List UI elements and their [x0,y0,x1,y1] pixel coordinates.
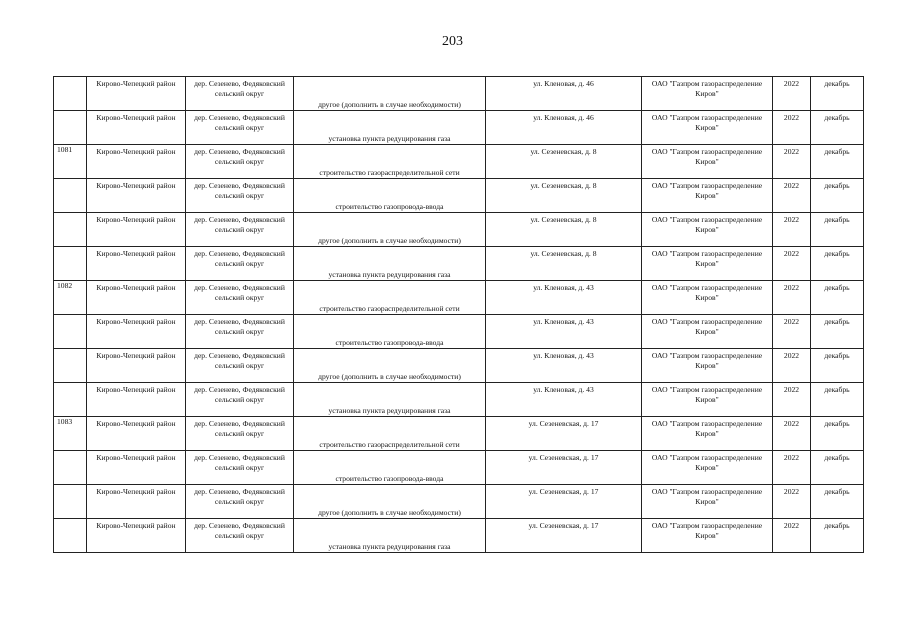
year-cell: 2022 [773,349,811,383]
work-type-cell: другое (дополнить в случае необходимости) [294,213,486,247]
table-row [54,145,864,179]
row-number [54,451,87,485]
month-cell: декабрь [811,417,864,451]
organization-cell: ОАО "Газпром газораспределение Киров" [642,349,773,383]
work-type-cell: установка пункта редуцирования газа [294,111,486,145]
month-cell: декабрь [811,213,864,247]
organization-cell: ОАО "Газпром газораспределение Киров" [642,77,773,111]
address-cell: ул. Сезеневская, д. 17 [486,451,642,485]
year-cell: 2022 [773,247,811,281]
address-cell: ул. Сезеневская, д. 17 [486,417,642,451]
page-number: 203 [442,34,463,49]
row-number [54,213,87,247]
year-cell: 2022 [773,281,811,315]
month-cell: декабрь [811,519,864,553]
district-cell: Кирово-Чепецкий район [87,111,186,145]
district-cell: Кирово-Чепецкий район [87,179,186,213]
district-cell: Кирово-Чепецкий район [87,77,186,111]
row-number [54,485,87,519]
locality-cell: дер. Сезенево, Федяковский сельский округ [186,179,294,213]
locality-cell: дер. Сезенево, Федяковский сельский округ [186,519,294,553]
locality-cell: дер. Сезенево, Федяковский сельский округ [186,77,294,111]
row-number [54,111,87,145]
row-number [54,179,87,213]
month-cell: декабрь [811,77,864,111]
work-type-cell: строительство газопровода-ввода [294,179,486,213]
year-cell: 2022 [773,315,811,349]
row-number: 1082 [54,281,87,315]
locality-cell: дер. Сезенево, Федяковский сельский округ [186,247,294,281]
organization-cell: ОАО "Газпром газораспределение Киров" [642,247,773,281]
organization-cell: ОАО "Газпром газораспределение Киров" [642,111,773,145]
locality-cell: дер. Сезенево, Федяковский сельский округ [186,485,294,519]
organization-cell: ОАО "Газпром газораспределение Киров" [642,145,773,179]
locality-cell: дер. Сезенево, Федяковский сельский округ [186,383,294,417]
work-type-cell: строительство газораспределительной сети [294,145,486,179]
table-row [54,349,864,383]
year-cell: 2022 [773,485,811,519]
row-number: 1083 [54,417,87,451]
locality-cell: дер. Сезенево, Федяковский сельский округ [186,349,294,383]
work-type-cell: другое (дополнить в случае необходимости) [294,349,486,383]
row-number [54,383,87,417]
month-cell: декабрь [811,383,864,417]
district-cell: Кирово-Чепецкий район [87,247,186,281]
address-cell: ул. Сезеневская, д. 17 [486,485,642,519]
year-cell: 2022 [773,213,811,247]
district-cell: Кирово-Чепецкий район [87,349,186,383]
organization-cell: ОАО "Газпром газораспределение Киров" [642,519,773,553]
work-type-cell: установка пункта редуцирования газа [294,383,486,417]
work-type-cell: другое (дополнить в случае необходимости) [294,485,486,519]
district-cell: Кирово-Чепецкий район [87,383,186,417]
organization-cell: ОАО "Газпром газораспределение Киров" [642,485,773,519]
address-cell: ул. Сезеневская, д. 8 [486,179,642,213]
organization-cell: ОАО "Газпром газораспределение Киров" [642,417,773,451]
locality-cell: дер. Сезенево, Федяковский сельский округ [186,111,294,145]
organization-cell: ОАО "Газпром газораспределение Киров" [642,213,773,247]
table-row [54,451,864,485]
work-type-cell: другое (дополнить в случае необходимости) [294,77,486,111]
month-cell: декабрь [811,281,864,315]
year-cell: 2022 [773,111,811,145]
month-cell: декабрь [811,111,864,145]
row-number [54,349,87,383]
district-cell: Кирово-Чепецкий район [87,281,186,315]
table-row [54,383,864,417]
work-type-cell: строительство газораспределительной сети [294,281,486,315]
table-row [54,247,864,281]
work-type-cell: строительство газопровода-ввода [294,451,486,485]
month-cell: декабрь [811,315,864,349]
table-row [54,213,864,247]
address-cell: ул. Кленовая, д. 43 [486,349,642,383]
year-cell: 2022 [773,451,811,485]
organization-cell: ОАО "Газпром газораспределение Киров" [642,451,773,485]
table-row [54,179,864,213]
year-cell: 2022 [773,179,811,213]
year-cell: 2022 [773,77,811,111]
address-cell: ул. Сезеневская, д. 8 [486,247,642,281]
work-type-cell: установка пункта редуцирования газа [294,519,486,553]
month-cell: декабрь [811,145,864,179]
month-cell: декабрь [811,349,864,383]
table-row [54,485,864,519]
table-row [54,111,864,145]
locality-cell: дер. Сезенево, Федяковский сельский округ [186,281,294,315]
address-cell: ул. Кленовая, д. 43 [486,315,642,349]
district-cell: Кирово-Чепецкий район [87,485,186,519]
locality-cell: дер. Сезенево, Федяковский сельский округ [186,451,294,485]
row-number [54,315,87,349]
address-cell: ул. Кленовая, д. 46 [486,111,642,145]
address-cell: ул. Сезеневская, д. 8 [486,145,642,179]
address-cell: ул. Кленовая, д. 43 [486,383,642,417]
table-row [54,315,864,349]
locality-cell: дер. Сезенево, Федяковский сельский округ [186,417,294,451]
organization-cell: ОАО "Газпром газораспределение Киров" [642,383,773,417]
month-cell: декабрь [811,485,864,519]
row-number [54,77,87,111]
locality-cell: дер. Сезенево, Федяковский сельский округ [186,315,294,349]
works-table [53,76,864,553]
year-cell: 2022 [773,383,811,417]
district-cell: Кирово-Чепецкий район [87,315,186,349]
district-cell: Кирово-Чепецкий район [87,519,186,553]
row-number [54,519,87,553]
table-body [54,77,864,553]
work-type-cell: установка пункта редуцирования газа [294,247,486,281]
table-row [54,281,864,315]
year-cell: 2022 [773,519,811,553]
table-row [54,417,864,451]
table-row [54,77,864,111]
row-number: 1081 [54,145,87,179]
locality-cell: дер. Сезенево, Федяковский сельский округ [186,145,294,179]
work-type-cell: строительство газопровода-ввода [294,315,486,349]
address-cell: ул. Кленовая, д. 43 [486,281,642,315]
organization-cell: ОАО "Газпром газораспределение Киров" [642,179,773,213]
locality-cell: дер. Сезенево, Федяковский сельский округ [186,213,294,247]
organization-cell: ОАО "Газпром газораспределение Киров" [642,315,773,349]
address-cell: ул. Сезеневская, д. 17 [486,519,642,553]
month-cell: декабрь [811,451,864,485]
table-row [54,519,864,553]
district-cell: Кирово-Чепецкий район [87,451,186,485]
month-cell: декабрь [811,247,864,281]
work-type-cell: строительство газораспределительной сети [294,417,486,451]
district-cell: Кирово-Чепецкий район [87,145,186,179]
year-cell: 2022 [773,145,811,179]
organization-cell: ОАО "Газпром газораспределение Киров" [642,281,773,315]
month-cell: декабрь [811,179,864,213]
address-cell: ул. Кленовая, д. 46 [486,77,642,111]
row-number [54,247,87,281]
address-cell: ул. Сезеневская, д. 8 [486,213,642,247]
district-cell: Кирово-Чепецкий район [87,417,186,451]
district-cell: Кирово-Чепецкий район [87,213,186,247]
year-cell: 2022 [773,417,811,451]
